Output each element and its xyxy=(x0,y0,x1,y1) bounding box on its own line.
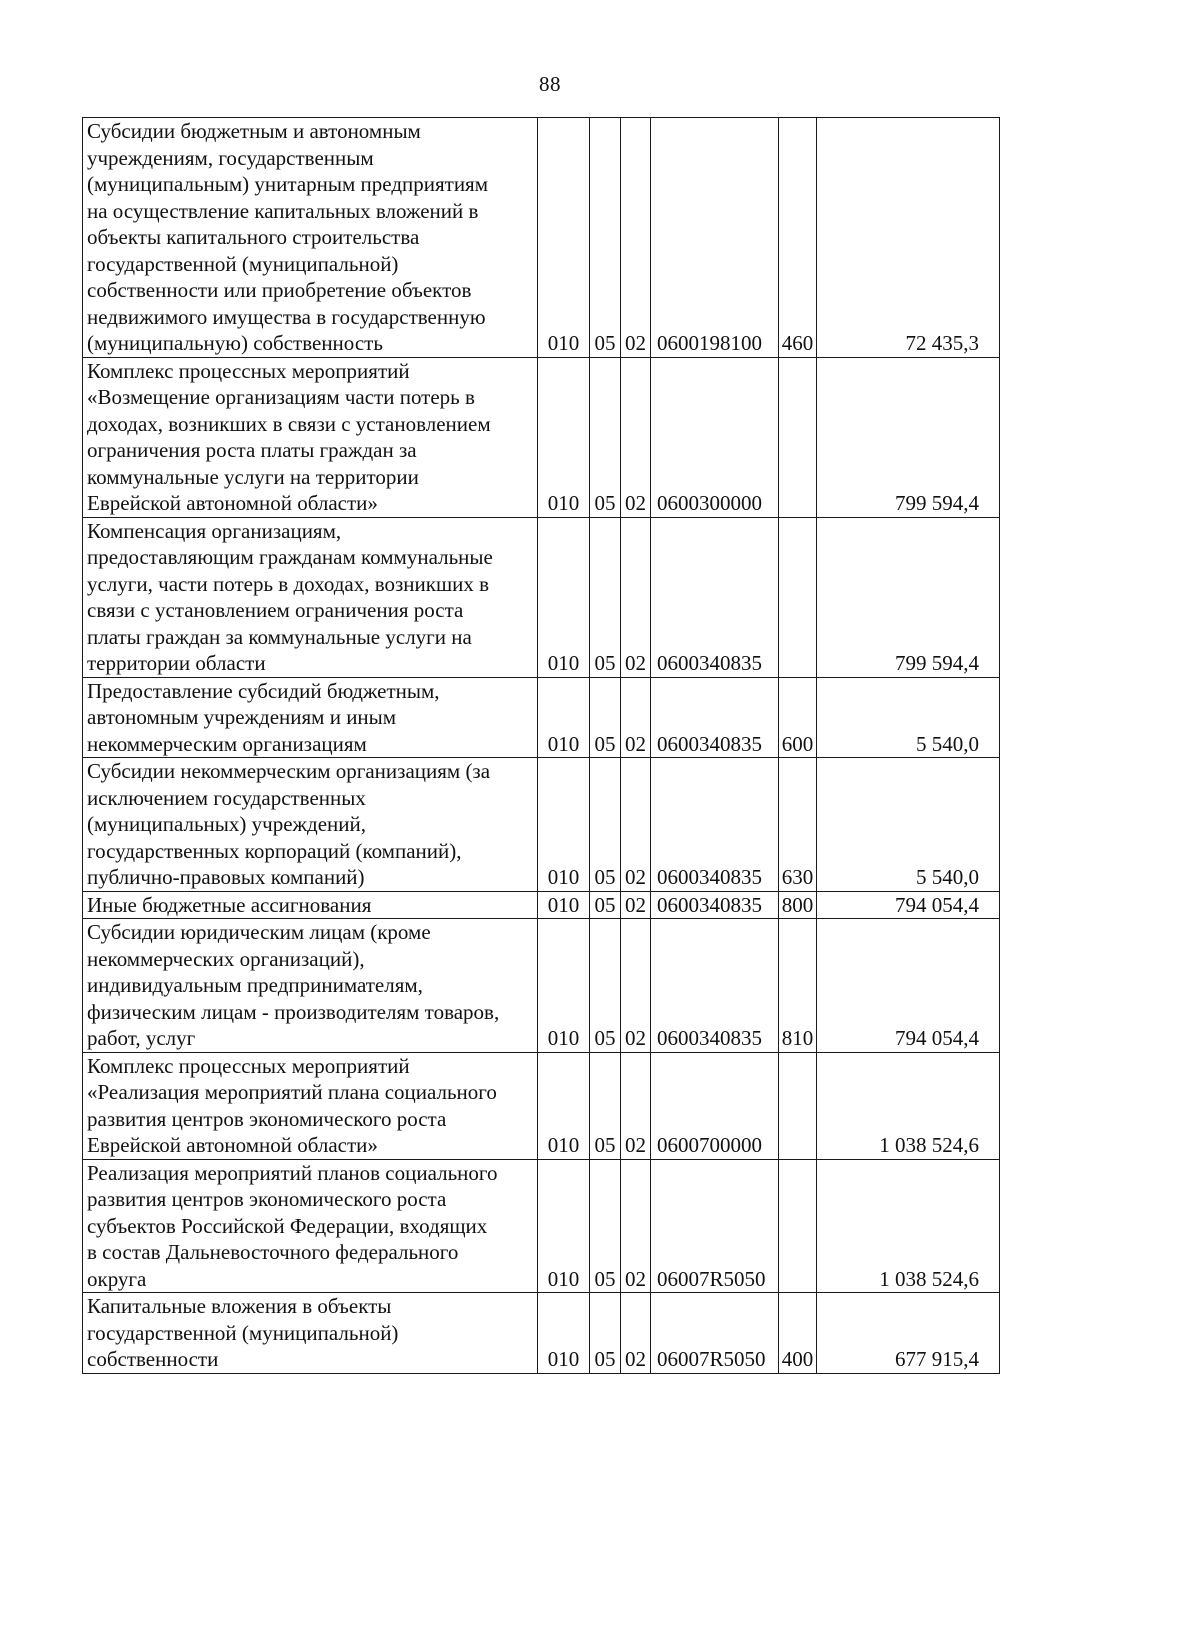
expense-name-line: государственной (муниципальной) xyxy=(87,1320,399,1345)
expense-name-line: (муниципальных) учреждений, xyxy=(87,812,366,836)
expense-type-cell xyxy=(779,517,817,677)
target-article-cell: 0600198100 xyxy=(651,118,779,358)
expense-name-cell xyxy=(83,891,538,919)
amount-cell: 1 038 524,6 xyxy=(817,1052,1000,1159)
subsection-code-cell: 02 xyxy=(621,1052,651,1159)
expense-type-cell: 600 xyxy=(779,677,817,758)
expense-name-line: работ, услуг xyxy=(87,1026,196,1050)
ministry-code-cell: 010 xyxy=(538,1159,590,1293)
table-row xyxy=(83,891,1000,919)
target-article-cell: 0600340835 xyxy=(651,758,779,892)
expense-name-line: Предоставление субсидий бюджетным, xyxy=(87,678,440,703)
expense-name-line: собственности xyxy=(87,1347,219,1371)
section-code-cell: 05 xyxy=(590,1052,621,1159)
expense-name-cell xyxy=(83,1293,538,1374)
table-row xyxy=(83,357,1000,517)
subsection-code-cell: 02 xyxy=(621,517,651,677)
ministry-code-cell: 010 xyxy=(538,1052,590,1159)
target-article-cell: 06007R5050 xyxy=(651,1159,779,1293)
expense-name-cell xyxy=(83,1159,538,1293)
expense-name-line: «Реализация мероприятий плана социального xyxy=(87,1080,497,1104)
section-code-cell: 05 xyxy=(590,1159,621,1293)
expense-name-line: Комплекс процессных мероприятий xyxy=(87,358,410,383)
expense-name-line: в состав Дальневосточного федерального xyxy=(87,1240,459,1264)
expense-type-cell xyxy=(779,357,817,517)
expense-name-line: субъектов Российской Федерации, входящих xyxy=(87,1213,488,1238)
amount-cell: 5 540,0 xyxy=(817,677,1000,758)
section-code-cell: 05 xyxy=(590,758,621,892)
expense-name-line: публично-правовых компаний) xyxy=(87,865,365,889)
ministry-code-cell: 010 xyxy=(538,677,590,758)
subsection-code-cell: 02 xyxy=(621,758,651,892)
table-row xyxy=(83,677,1000,758)
section-code-cell: 05 xyxy=(590,891,621,919)
ministry-code-cell: 010 xyxy=(538,517,590,677)
target-article-cell: 0600340835 xyxy=(651,919,779,1053)
budget-allocation-table xyxy=(82,117,1000,1374)
amount-cell: 799 594,4 xyxy=(817,517,1000,677)
table-row xyxy=(83,919,1000,1053)
expense-name-line: связи с установлением ограничения роста xyxy=(87,598,464,622)
expense-name-line: учреждениям, государственным xyxy=(87,145,374,170)
expense-name-line: (муниципальную) собственность xyxy=(87,331,383,355)
expense-name-line: недвижимого имущества в государственную xyxy=(87,304,486,329)
expense-name-line: Еврейской автономной области» xyxy=(87,491,378,515)
amount-cell: 794 054,4 xyxy=(817,919,1000,1053)
expense-type-cell xyxy=(779,1052,817,1159)
expense-name-line: объекты капитального строительства xyxy=(87,225,420,249)
section-code-cell: 05 xyxy=(590,118,621,358)
expense-type-cell: 630 xyxy=(779,758,817,892)
expense-name-line: Комплекс процессных мероприятий xyxy=(87,1053,410,1078)
expense-name-line: (муниципальным) унитарным предприятиям xyxy=(87,172,488,196)
amount-cell: 1 038 524,6 xyxy=(817,1159,1000,1293)
expense-name-cell xyxy=(83,118,538,358)
target-article-cell: 0600300000 xyxy=(651,357,779,517)
amount-cell: 72 435,3 xyxy=(817,118,1000,358)
expense-name-line: индивидуальным предпринимателям, xyxy=(87,973,423,997)
expense-name-line: услуги, части потерь в доходах, возникших в xyxy=(87,571,490,596)
expense-type-cell: 810 xyxy=(779,919,817,1053)
expense-name-line: Субсидии бюджетным и автономным xyxy=(87,119,421,143)
ministry-code-cell: 010 xyxy=(538,919,590,1053)
target-article-cell: 0600340835 xyxy=(651,517,779,677)
table-row xyxy=(83,118,1000,358)
section-code-cell: 05 xyxy=(590,1293,621,1374)
table-row xyxy=(83,1052,1000,1159)
ministry-code-cell: 010 xyxy=(538,1293,590,1374)
expense-type-cell xyxy=(779,1159,817,1293)
expense-name-line: Еврейской автономной области» xyxy=(87,1133,378,1157)
expense-name-cell xyxy=(83,1052,538,1159)
subsection-code-cell: 02 xyxy=(621,357,651,517)
target-article-cell: 06007R5050 xyxy=(651,1293,779,1374)
expense-name-line: исключением государственных xyxy=(87,785,366,810)
expense-name-line: доходах, возникших в связи с установлением xyxy=(87,411,491,436)
expense-name-line: государственных корпораций (компаний), xyxy=(87,838,462,863)
amount-cell: 799 594,4 xyxy=(817,357,1000,517)
expense-name-line: Реализация мероприятий планов социального xyxy=(87,1160,498,1185)
ministry-code-cell: 010 xyxy=(538,118,590,358)
expense-name-line: платы граждан за коммунальные услуги на xyxy=(87,624,472,649)
expense-name-cell xyxy=(83,517,538,677)
expense-name-line: собственности или приобретение объектов xyxy=(87,278,472,302)
expense-name-cell xyxy=(83,357,538,517)
subsection-code-cell: 02 xyxy=(621,1293,651,1374)
target-article-cell: 0600700000 xyxy=(651,1052,779,1159)
expense-name-line: коммунальные услуги на территории xyxy=(87,464,419,489)
expense-name-line: ограничения роста платы граждан за xyxy=(87,438,417,462)
expense-name-line: территории области xyxy=(87,651,266,675)
expense-name-line: некоммерческих организаций), xyxy=(87,946,365,971)
table-body xyxy=(83,118,1000,1374)
ministry-code-cell: 010 xyxy=(538,891,590,919)
table-row xyxy=(83,1293,1000,1374)
section-code-cell: 05 xyxy=(590,357,621,517)
subsection-code-cell: 02 xyxy=(621,677,651,758)
page-number: 88 xyxy=(539,72,561,96)
expense-name-line: Компенсация организациям, xyxy=(87,518,342,543)
expense-type-cell: 400 xyxy=(779,1293,817,1374)
table-row xyxy=(83,758,1000,892)
ministry-code-cell: 010 xyxy=(538,357,590,517)
expense-name-line: Субсидии некоммерческим организациям (за xyxy=(87,759,491,783)
expense-name-line: предоставляющим гражданам коммунальные xyxy=(87,545,493,569)
section-code-cell: 05 xyxy=(590,677,621,758)
amount-cell: 794 054,4 xyxy=(817,891,1000,919)
expense-name-line: Иные бюджетные ассигнования xyxy=(87,892,372,917)
expense-type-cell: 800 xyxy=(779,891,817,919)
subsection-code-cell: 02 xyxy=(621,1159,651,1293)
expense-name-line: физическим лицам - производителям товаров, xyxy=(87,999,500,1024)
expense-name-line: на осуществление капитальных вложений в xyxy=(87,198,479,223)
ministry-code-cell: 010 xyxy=(538,758,590,892)
target-article-cell: 0600340835 xyxy=(651,677,779,758)
subsection-code-cell: 02 xyxy=(621,891,651,919)
table-row xyxy=(83,517,1000,677)
expense-name-line: автономным учреждениям и иным xyxy=(87,705,397,729)
expense-name-line: округа xyxy=(87,1266,147,1291)
expense-name-line: развития центров экономического роста xyxy=(87,1106,447,1131)
subsection-code-cell: 02 xyxy=(621,118,651,358)
amount-cell: 677 915,4 xyxy=(817,1293,1000,1374)
expense-name-cell xyxy=(83,758,538,892)
expense-name-line: Субсидии юридическим лицам (кроме xyxy=(87,920,431,944)
subsection-code-cell: 02 xyxy=(621,919,651,1053)
expense-name-line: Капитальные вложения в объекты xyxy=(87,1294,392,1318)
expense-name-line: некоммерческим организациям xyxy=(87,731,367,756)
expense-type-cell: 460 xyxy=(779,118,817,358)
amount-cell: 5 540,0 xyxy=(817,758,1000,892)
section-code-cell: 05 xyxy=(590,517,621,677)
section-code-cell: 05 xyxy=(590,919,621,1053)
expense-name-line: «Возмещение организациям части потерь в xyxy=(87,385,475,409)
expense-name-cell xyxy=(83,677,538,758)
expense-name-line: развития центров экономического роста xyxy=(87,1187,447,1211)
target-article-cell: 0600340835 xyxy=(651,891,779,919)
table-row xyxy=(83,1159,1000,1293)
expense-name-cell xyxy=(83,919,538,1053)
expense-name-line: государственной (муниципальной) xyxy=(87,251,399,276)
